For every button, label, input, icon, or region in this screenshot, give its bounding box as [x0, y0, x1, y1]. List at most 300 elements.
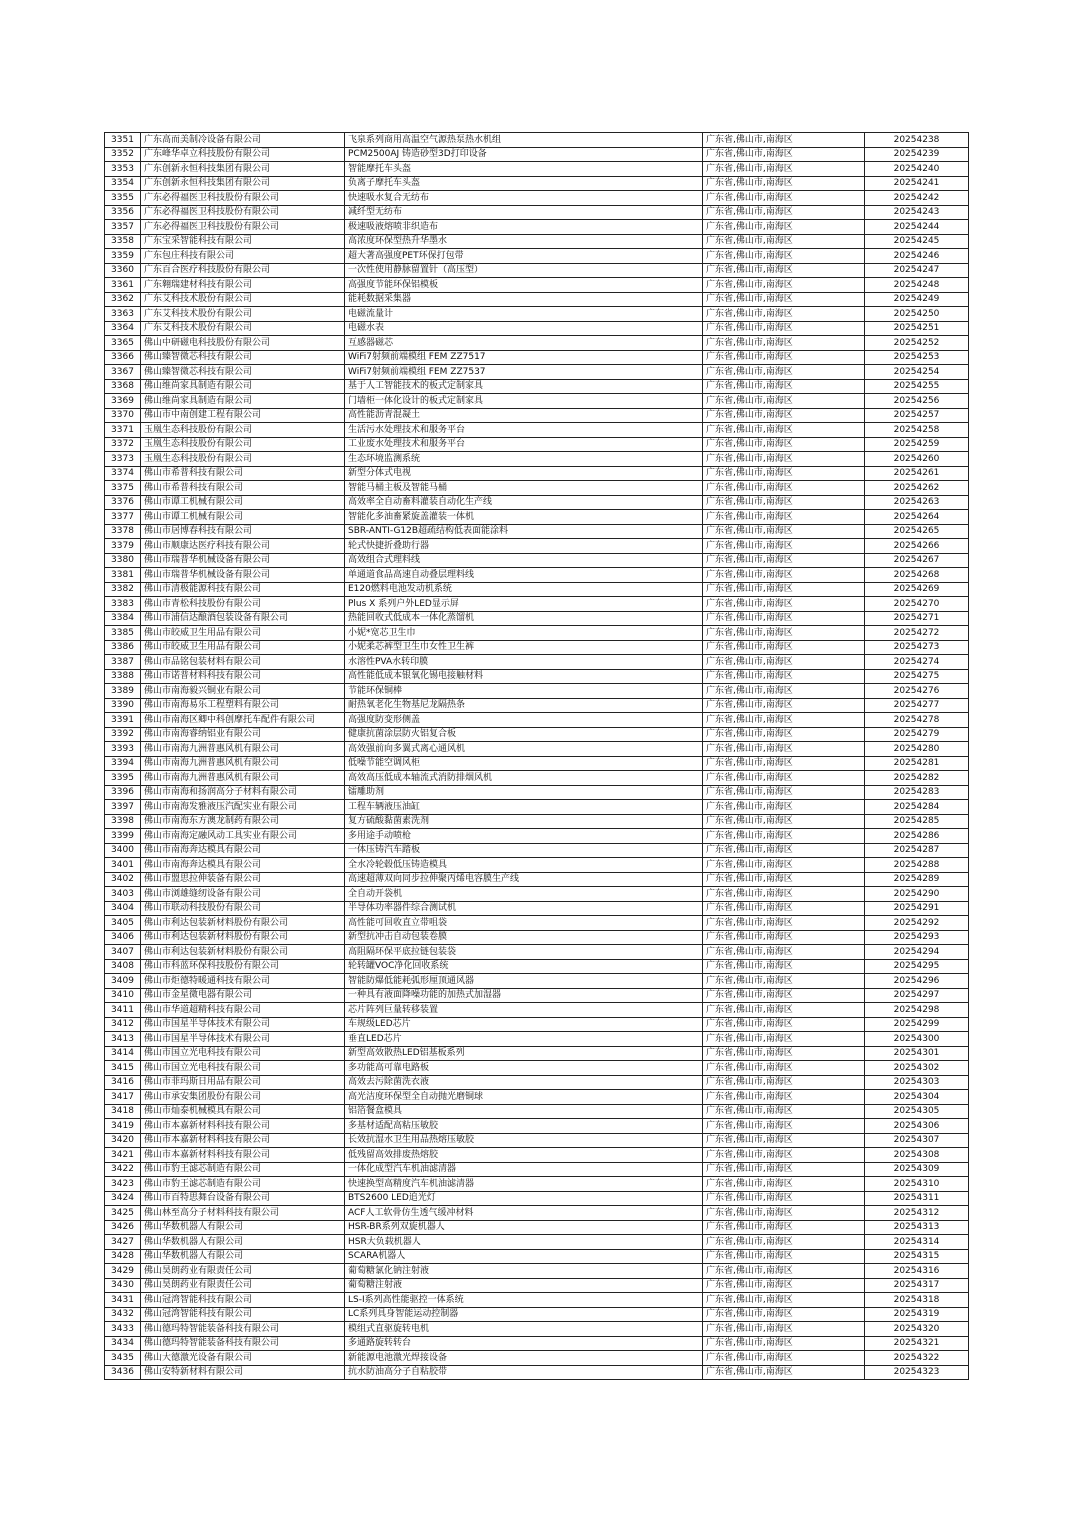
certificate-number-cell: 20254270	[865, 597, 969, 612]
region-cell: 广东省,佛山市,南海区	[703, 1061, 865, 1076]
region-cell: 广东省,佛山市,南海区	[703, 568, 865, 583]
company-name-cell: 佛山市希普科技有限公司	[141, 466, 345, 481]
serial-number-cell: 3397	[105, 800, 141, 815]
serial-number-cell: 3371	[105, 423, 141, 438]
company-name-cell: 广东艾科技术股份有限公司	[141, 307, 345, 322]
region-cell: 广东省,佛山市,南海区	[703, 988, 865, 1003]
certificate-number-cell: 20254309	[865, 1162, 969, 1177]
serial-number-cell: 3433	[105, 1322, 141, 1337]
region-cell: 广东省,佛山市,南海区	[703, 133, 865, 148]
region-cell: 广东省,佛山市,南海区	[703, 611, 865, 626]
certificate-number-cell: 20254302	[865, 1061, 969, 1076]
company-name-cell: 佛山安特新材料有限公司	[141, 1365, 345, 1380]
region-cell: 广东省,佛山市,南海区	[703, 1046, 865, 1061]
company-name-cell: 佛山市青松科技股份有限公司	[141, 597, 345, 612]
table-row	[105, 176, 969, 191]
serial-number-cell: 3427	[105, 1235, 141, 1250]
certificate-number-cell: 20254314	[865, 1235, 969, 1250]
certificate-number-cell: 20254284	[865, 800, 969, 815]
certificate-number-cell: 20254263	[865, 495, 969, 510]
company-name-cell: 佛山华数机器人有限公司	[141, 1249, 345, 1264]
certificate-number-cell: 20254320	[865, 1322, 969, 1337]
company-name-cell: 佛山市南海奔达模具有限公司	[141, 858, 345, 873]
serial-number-cell: 3390	[105, 698, 141, 713]
product-name-cell: 新型抗冲击自动包装卷膜	[345, 930, 703, 945]
certificate-number-cell: 20254300	[865, 1032, 969, 1047]
serial-number-cell: 3435	[105, 1351, 141, 1366]
company-name-cell: 佛山市菲玛斯日用品有限公司	[141, 1075, 345, 1090]
company-name-cell: 佛山市炬德特暖通科技有限公司	[141, 974, 345, 989]
company-name-cell: 广东高而美制冷设备有限公司	[141, 133, 345, 148]
company-name-cell: 佛山市盟思拉伸装备有限公司	[141, 872, 345, 887]
table-row	[105, 553, 969, 568]
table-row	[105, 336, 969, 351]
certificate-number-cell: 20254301	[865, 1046, 969, 1061]
product-list-table	[104, 132, 969, 1380]
company-name-cell: 佛山冠湾智能科技有限公司	[141, 1293, 345, 1308]
table-row	[105, 858, 969, 873]
certificate-number-cell: 20254249	[865, 292, 969, 307]
certificate-number-cell: 20254252	[865, 336, 969, 351]
region-cell: 广东省,佛山市,南海区	[703, 524, 865, 539]
certificate-number-cell: 20254285	[865, 814, 969, 829]
table-row	[105, 1032, 969, 1047]
serial-number-cell: 3366	[105, 350, 141, 365]
company-name-cell: 佛山市品铭包装材料有限公司	[141, 655, 345, 670]
table-row	[105, 1220, 969, 1235]
serial-number-cell: 3351	[105, 133, 141, 148]
company-name-cell: 广东宝采智能科技有限公司	[141, 234, 345, 249]
table-row	[105, 321, 969, 336]
region-cell: 广东省,佛山市,南海区	[703, 858, 865, 873]
region-cell: 广东省,佛山市,南海区	[703, 1191, 865, 1206]
product-name-cell: 智能摩托车头盔	[345, 162, 703, 177]
product-name-cell: 车规级LED芯片	[345, 1017, 703, 1032]
table-row	[105, 234, 969, 249]
serial-number-cell: 3380	[105, 553, 141, 568]
certificate-number-cell: 20254238	[865, 133, 969, 148]
company-name-cell: 广东艾科技术股份有限公司	[141, 321, 345, 336]
company-name-cell: 佛山冠湾智能科技有限公司	[141, 1307, 345, 1322]
company-name-cell: 佛山市国星半导体技术有限公司	[141, 1017, 345, 1032]
region-cell: 广东省,佛山市,南海区	[703, 1322, 865, 1337]
product-name-cell: ACF人工软骨仿生透气缓冲材料	[345, 1206, 703, 1221]
company-name-cell: 佛山市诺普材料科技有限公司	[141, 669, 345, 684]
company-name-cell: 佛山林至高分子材料科技有限公司	[141, 1206, 345, 1221]
serial-number-cell: 3418	[105, 1104, 141, 1119]
product-name-cell: 模组式直驱旋转电机	[345, 1322, 703, 1337]
table-row	[105, 640, 969, 655]
region-cell: 广东省,佛山市,南海区	[703, 640, 865, 655]
product-name-cell: 小妮*宽芯卫生巾	[345, 626, 703, 641]
product-name-cell: 高性能低成本银氧化锡电接触材料	[345, 669, 703, 684]
region-cell: 广东省,佛山市,南海区	[703, 582, 865, 597]
company-name-cell: 佛山市南海毅兴铜业有限公司	[141, 684, 345, 699]
table-row	[105, 988, 969, 1003]
certificate-number-cell: 20254323	[865, 1365, 969, 1380]
region-cell: 广东省,佛山市,南海区	[703, 742, 865, 757]
certificate-number-cell: 20254281	[865, 756, 969, 771]
table-row	[105, 626, 969, 641]
certificate-number-cell: 20254308	[865, 1148, 969, 1163]
company-name-cell: 广东必得福医卫科技股份有限公司	[141, 220, 345, 235]
table-row	[105, 205, 969, 220]
certificate-number-cell: 20254268	[865, 568, 969, 583]
company-name-cell: 佛山维尚家具制造有限公司	[141, 379, 345, 394]
table-row	[105, 611, 969, 626]
region-cell: 广东省,佛山市,南海区	[703, 1075, 865, 1090]
product-name-cell: 高速超薄双向同步拉伸聚丙烯电容膜生产线	[345, 872, 703, 887]
table-row	[105, 1162, 969, 1177]
serial-number-cell: 3399	[105, 829, 141, 844]
table-row	[105, 568, 969, 583]
table-row	[105, 800, 969, 815]
serial-number-cell: 3364	[105, 321, 141, 336]
company-name-cell: 佛山市谭工机械有限公司	[141, 495, 345, 510]
product-name-cell: 铝箔餐盒模具	[345, 1104, 703, 1119]
region-cell: 广东省,佛山市,南海区	[703, 1148, 865, 1163]
region-cell: 广东省,佛山市,南海区	[703, 263, 865, 278]
certificate-number-cell: 20254246	[865, 249, 969, 264]
certificate-number-cell: 20254273	[865, 640, 969, 655]
product-name-cell: 减纤型无纺布	[345, 205, 703, 220]
company-name-cell: 玉凰生态科技股份有限公司	[141, 452, 345, 467]
certificate-number-cell: 20254244	[865, 220, 969, 235]
company-name-cell: 佛山中研磁电科技股份有限公司	[141, 336, 345, 351]
table-row	[105, 263, 969, 278]
product-name-cell: Plus X 系列户外LED显示屏	[345, 597, 703, 612]
product-name-cell: 水溶性PVA水转印膜	[345, 655, 703, 670]
table-row	[105, 698, 969, 713]
company-name-cell: 佛山市瑞普华机械设备有限公司	[141, 568, 345, 583]
table-row	[105, 147, 969, 162]
region-cell: 广东省,佛山市,南海区	[703, 756, 865, 771]
table-row	[105, 1351, 969, 1366]
serial-number-cell: 3354	[105, 176, 141, 191]
product-name-cell: SBR-ANTI-G12B超疏结构低表面能涂料	[345, 524, 703, 539]
region-cell: 广东省,佛山市,南海区	[703, 1017, 865, 1032]
region-cell: 广东省,佛山市,南海区	[703, 626, 865, 641]
region-cell: 广东省,佛山市,南海区	[703, 495, 865, 510]
table-row	[105, 162, 969, 177]
product-name-cell: 高浓度环保型热升华墨水	[345, 234, 703, 249]
company-name-cell: 佛山市百特思舞台设备有限公司	[141, 1191, 345, 1206]
product-name-cell: 生态环境监测系统	[345, 452, 703, 467]
product-name-cell: 高强度防变形侧盖	[345, 713, 703, 728]
region-cell: 广东省,佛山市,南海区	[703, 307, 865, 322]
product-name-cell: 高效去污除菌洗衣液	[345, 1075, 703, 1090]
table-row	[105, 292, 969, 307]
serial-number-cell: 3400	[105, 843, 141, 858]
table-row	[105, 872, 969, 887]
product-name-cell: 负离子摩托车头盔	[345, 176, 703, 191]
serial-number-cell: 3419	[105, 1119, 141, 1134]
company-name-cell: 佛山市利达包装新材料股份有限公司	[141, 930, 345, 945]
company-name-cell: 佛山市国星半导体技术有限公司	[141, 1032, 345, 1047]
table-row	[105, 1046, 969, 1061]
product-name-cell: 垂直LED芯片	[345, 1032, 703, 1047]
product-name-cell: HSR大负载机器人	[345, 1235, 703, 1250]
product-name-cell: 飞泉系列商用高温空气源热泵热水机组	[345, 133, 703, 148]
table-row	[105, 1003, 969, 1018]
product-name-cell: 新能源电池激光焊接设备	[345, 1351, 703, 1366]
region-cell: 广东省,佛山市,南海区	[703, 1032, 865, 1047]
region-cell: 广东省,佛山市,南海区	[703, 292, 865, 307]
certificate-number-cell: 20254275	[865, 669, 969, 684]
table-row	[105, 1177, 969, 1192]
certificate-number-cell: 20254283	[865, 785, 969, 800]
serial-number-cell: 3422	[105, 1162, 141, 1177]
product-name-cell: 一体压铸汽车踏板	[345, 843, 703, 858]
serial-number-cell: 3429	[105, 1264, 141, 1279]
company-name-cell: 玉凰生态科技股份有限公司	[141, 423, 345, 438]
product-name-cell: 智能防爆低能耗弧形厘顶通风器	[345, 974, 703, 989]
serial-number-cell: 3423	[105, 1177, 141, 1192]
company-name-cell: 佛山市国立光电科技有限公司	[141, 1061, 345, 1076]
serial-number-cell: 3432	[105, 1307, 141, 1322]
serial-number-cell: 3425	[105, 1206, 141, 1221]
product-name-cell: PCM2500AJ 铸造砂型3D打印设备	[345, 147, 703, 162]
serial-number-cell: 3424	[105, 1191, 141, 1206]
serial-number-cell: 3386	[105, 640, 141, 655]
product-name-cell: 一体化成型汽车机油滤清器	[345, 1162, 703, 1177]
table-row	[105, 1104, 969, 1119]
product-name-cell: 互感器磁芯	[345, 336, 703, 351]
product-name-cell: 葡萄糖氯化钠注射液	[345, 1264, 703, 1279]
product-name-cell: 低噪节能空调风柜	[345, 756, 703, 771]
product-name-cell: 高效强前向多翼式离心通风机	[345, 742, 703, 757]
product-name-cell: E120燃料电池发动机系统	[345, 582, 703, 597]
product-name-cell: 多通路旋转转台	[345, 1336, 703, 1351]
company-name-cell: 广东必得福医卫科技股份有限公司	[141, 205, 345, 220]
table-row	[105, 1249, 969, 1264]
table-row	[105, 307, 969, 322]
region-cell: 广东省,佛山市,南海区	[703, 553, 865, 568]
serial-number-cell: 3362	[105, 292, 141, 307]
company-name-cell: 佛山市利达包装新材料股份有限公司	[141, 916, 345, 931]
serial-number-cell: 3393	[105, 742, 141, 757]
company-name-cell: 佛山市南海定融风动工具实业有限公司	[141, 829, 345, 844]
region-cell: 广东省,佛山市,南海区	[703, 1162, 865, 1177]
product-name-cell: 全水冷轮毂低压铸造模具	[345, 858, 703, 873]
certificate-number-cell: 20254288	[865, 858, 969, 873]
table-row	[105, 597, 969, 612]
region-cell: 广东省,佛山市,南海区	[703, 669, 865, 684]
region-cell: 广东省,佛山市,南海区	[703, 829, 865, 844]
company-name-cell: 佛山昊朗药业有限责任公司	[141, 1278, 345, 1293]
product-name-cell: 基于人工智能技术的板式定制家具	[345, 379, 703, 394]
table-row	[105, 191, 969, 206]
serial-number-cell: 3379	[105, 539, 141, 554]
serial-number-cell: 3388	[105, 669, 141, 684]
product-name-cell: 低残留高效排废热熔胶	[345, 1148, 703, 1163]
product-name-cell: LC系列具身智能运动控制器	[345, 1307, 703, 1322]
serial-number-cell: 3361	[105, 278, 141, 293]
product-name-cell: 快速换型高精度汽车机油滤清器	[345, 1177, 703, 1192]
certificate-number-cell: 20254293	[865, 930, 969, 945]
region-cell: 广东省,佛山市,南海区	[703, 887, 865, 902]
product-name-cell: 超大著高强度PET环保打包带	[345, 249, 703, 264]
company-name-cell: 佛山市豹王滤芯制造有限公司	[141, 1162, 345, 1177]
region-cell: 广东省,佛山市,南海区	[703, 176, 865, 191]
table-row	[105, 785, 969, 800]
company-name-cell: 佛山市本嘉新材料科技有限公司	[141, 1119, 345, 1134]
table-row	[105, 1307, 969, 1322]
company-name-cell: 佛山市南海睿纳铝业有限公司	[141, 727, 345, 742]
region-cell: 广东省,佛山市,南海区	[703, 1235, 865, 1250]
certificate-number-cell: 20254296	[865, 974, 969, 989]
certificate-number-cell: 20254264	[865, 510, 969, 525]
table-row	[105, 974, 969, 989]
company-name-cell: 佛山臻智微芯科技有限公司	[141, 365, 345, 380]
product-name-cell: 热能回收式低成本一体化蒸馏机	[345, 611, 703, 626]
company-name-cell: 佛山市浦信达酿酒包装设备有限公司	[141, 611, 345, 626]
region-cell: 广东省,佛山市,南海区	[703, 336, 865, 351]
certificate-number-cell: 20254272	[865, 626, 969, 641]
company-name-cell: 佛山市灿泰机械模具有限公司	[141, 1104, 345, 1119]
region-cell: 广东省,佛山市,南海区	[703, 1365, 865, 1380]
company-name-cell: 佛山市南海易乐工程塑料有限公司	[141, 698, 345, 713]
serial-number-cell: 3381	[105, 568, 141, 583]
company-name-cell: 佛山市南海奔达模具有限公司	[141, 843, 345, 858]
region-cell: 广东省,佛山市,南海区	[703, 379, 865, 394]
table-row	[105, 379, 969, 394]
region-cell: 广东省,佛山市,南海区	[703, 350, 865, 365]
serial-number-cell: 3369	[105, 394, 141, 409]
table-row	[105, 466, 969, 481]
region-cell: 广东省,佛山市,南海区	[703, 249, 865, 264]
table-row	[105, 756, 969, 771]
region-cell: 广东省,佛山市,南海区	[703, 1278, 865, 1293]
region-cell: 广东省,佛山市,南海区	[703, 872, 865, 887]
region-cell: 广东省,佛山市,南海区	[703, 771, 865, 786]
company-name-cell: 佛山市瑞普华机械设备有限公司	[141, 553, 345, 568]
certificate-number-cell: 20254304	[865, 1090, 969, 1105]
serial-number-cell: 3412	[105, 1017, 141, 1032]
certificate-number-cell: 20254240	[865, 162, 969, 177]
table-row	[105, 771, 969, 786]
product-name-cell: 新型高效散热LED铝基板系列	[345, 1046, 703, 1061]
serial-number-cell: 3431	[105, 1293, 141, 1308]
certificate-number-cell: 20254259	[865, 437, 969, 452]
company-name-cell: 佛山市联动科技股份有限公司	[141, 901, 345, 916]
certificate-number-cell: 20254271	[865, 611, 969, 626]
product-name-cell: 一次性使用静脉留置针（高压型）	[345, 263, 703, 278]
product-name-cell: 工业废水处理技术和服务平台	[345, 437, 703, 452]
company-name-cell: 广东百合医疗科技股份有限公司	[141, 263, 345, 278]
table-row	[105, 249, 969, 264]
company-name-cell: 佛山市南海九洲普惠风机有限公司	[141, 771, 345, 786]
region-cell: 广东省,佛山市,南海区	[703, 205, 865, 220]
certificate-number-cell: 20254306	[865, 1119, 969, 1134]
serial-number-cell: 3408	[105, 959, 141, 974]
serial-number-cell: 3353	[105, 162, 141, 177]
company-name-cell: 佛山市本嘉新材料科技有限公司	[141, 1148, 345, 1163]
product-name-cell: 轮转罐VOC净化回收系统	[345, 959, 703, 974]
certificate-number-cell: 20254242	[865, 191, 969, 206]
certificate-number-cell: 20254307	[865, 1133, 969, 1148]
serial-number-cell: 3430	[105, 1278, 141, 1293]
product-name-cell: 耐热氧老化生物基尼龙隔热条	[345, 698, 703, 713]
serial-number-cell: 3410	[105, 988, 141, 1003]
product-name-cell: 全自动开袋机	[345, 887, 703, 902]
table-row	[105, 1293, 969, 1308]
serial-number-cell: 3359	[105, 249, 141, 264]
certificate-number-cell: 20254276	[865, 684, 969, 699]
table-row	[105, 1235, 969, 1250]
certificate-number-cell: 20254310	[865, 1177, 969, 1192]
company-name-cell: 佛山德玛特智能装备科技有限公司	[141, 1336, 345, 1351]
serial-number-cell: 3409	[105, 974, 141, 989]
certificate-number-cell: 20254245	[865, 234, 969, 249]
region-cell: 广东省,佛山市,南海区	[703, 452, 865, 467]
product-name-cell: 能耗数据采集器	[345, 292, 703, 307]
company-name-cell: 佛山市科蓝环保科技股份有限公司	[141, 959, 345, 974]
company-name-cell: 广东翱瑞建材科技有限公司	[141, 278, 345, 293]
certificate-number-cell: 20254305	[865, 1104, 969, 1119]
serial-number-cell: 3404	[105, 901, 141, 916]
product-name-cell: 复方硫酸黏菌素洗剂	[345, 814, 703, 829]
serial-number-cell: 3416	[105, 1075, 141, 1090]
certificate-number-cell: 20254299	[865, 1017, 969, 1032]
region-cell: 广东省,佛山市,南海区	[703, 162, 865, 177]
serial-number-cell: 3352	[105, 147, 141, 162]
product-name-cell: WiFi7射频前端模组 FEM ZZ7517	[345, 350, 703, 365]
product-name-cell: 多功能高可靠电路板	[345, 1061, 703, 1076]
certificate-number-cell: 20254295	[865, 959, 969, 974]
certificate-number-cell: 20254313	[865, 1220, 969, 1235]
table-row	[105, 1017, 969, 1032]
serial-number-cell: 3417	[105, 1090, 141, 1105]
region-cell: 广东省,佛山市,南海区	[703, 321, 865, 336]
serial-number-cell: 3415	[105, 1061, 141, 1076]
certificate-number-cell: 20254265	[865, 524, 969, 539]
company-name-cell: 佛山市南海发雅液压汽配实业有限公司	[141, 800, 345, 815]
serial-number-cell: 3394	[105, 756, 141, 771]
product-name-cell: SCARA机器人	[345, 1249, 703, 1264]
product-name-cell: 半导体功率器件综合测试机	[345, 901, 703, 916]
serial-number-cell: 3378	[105, 524, 141, 539]
table-row	[105, 843, 969, 858]
company-name-cell: 佛山市本嘉新材料科技有限公司	[141, 1133, 345, 1148]
serial-number-cell: 3370	[105, 408, 141, 423]
region-cell: 广东省,佛山市,南海区	[703, 713, 865, 728]
product-name-cell: 新型分体式电视	[345, 466, 703, 481]
product-name-cell: BTS2600 LED追光灯	[345, 1191, 703, 1206]
company-name-cell: 佛山市皎威卫生用品有限公司	[141, 640, 345, 655]
company-name-cell: 佛山维尚家具制造有限公司	[141, 394, 345, 409]
serial-number-cell: 3396	[105, 785, 141, 800]
certificate-number-cell: 20254292	[865, 916, 969, 931]
certificate-number-cell: 20254253	[865, 350, 969, 365]
table-row	[105, 437, 969, 452]
product-name-cell: 长效抗湿水卫生用品热熔压敏胶	[345, 1133, 703, 1148]
region-cell: 广东省,佛山市,南海区	[703, 785, 865, 800]
serial-number-cell: 3372	[105, 437, 141, 452]
region-cell: 广东省,佛山市,南海区	[703, 1307, 865, 1322]
certificate-number-cell: 20254298	[865, 1003, 969, 1018]
product-name-cell: 高强度节能环保铝模板	[345, 278, 703, 293]
certificate-number-cell: 20254269	[865, 582, 969, 597]
serial-number-cell: 3365	[105, 336, 141, 351]
serial-number-cell: 3426	[105, 1220, 141, 1235]
region-cell: 广东省,佛山市,南海区	[703, 814, 865, 829]
serial-number-cell: 3360	[105, 263, 141, 278]
company-name-cell: 佛山市南海九洲普惠风机有限公司	[141, 756, 345, 771]
table-row	[105, 1191, 969, 1206]
region-cell: 广东省,佛山市,南海区	[703, 974, 865, 989]
region-cell: 广东省,佛山市,南海区	[703, 1119, 865, 1134]
